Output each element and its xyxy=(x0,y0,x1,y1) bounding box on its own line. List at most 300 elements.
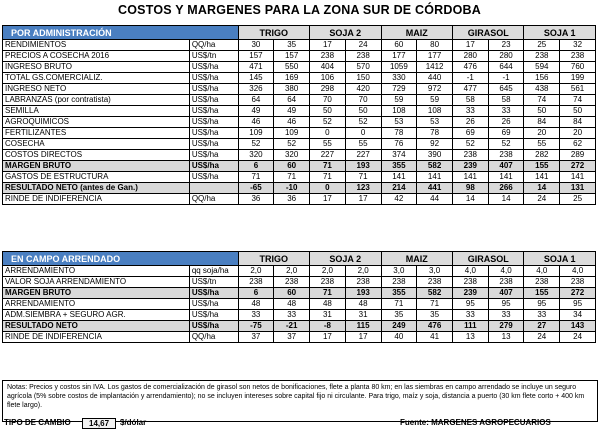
table-cell: 645 xyxy=(488,84,524,95)
table-header-row xyxy=(3,252,596,266)
table-cell: 238 xyxy=(560,277,596,288)
table-cell: 71 xyxy=(238,172,274,183)
table-cell: 239 xyxy=(452,288,488,299)
table-cell: 141 xyxy=(560,172,596,183)
table-cell: 177 xyxy=(417,51,453,62)
table-cell: 407 xyxy=(488,288,524,299)
row-unit: US$/ha xyxy=(189,73,238,84)
table-cell: 594 xyxy=(524,62,560,73)
table-cell: 320 xyxy=(238,150,274,161)
row-unit: US$/ha xyxy=(189,117,238,128)
table-cell: 239 xyxy=(452,161,488,172)
table-cell: 108 xyxy=(417,106,453,117)
table-cell: 25 xyxy=(560,194,596,205)
table-cell: 441 xyxy=(417,183,453,194)
table-cell: 71 xyxy=(345,172,381,183)
table-cell: -1 xyxy=(488,73,524,84)
table-cell: 390 xyxy=(417,150,453,161)
table-cell: 70 xyxy=(345,95,381,106)
table-cell: -75 xyxy=(238,321,274,332)
table-cell: 76 xyxy=(381,139,417,150)
table-row xyxy=(3,95,596,106)
table-row xyxy=(3,117,596,128)
table-cell: 249 xyxy=(381,321,417,332)
table-cell: 289 xyxy=(560,150,596,161)
table-cell: 4,0 xyxy=(452,266,488,277)
crop-header: TRIGO xyxy=(238,26,309,40)
table-cell: 13 xyxy=(452,332,488,343)
row-label: TOTAL GS.COMERCIALIZ. xyxy=(3,73,190,84)
crop-header: MAIZ xyxy=(381,26,452,40)
table-cell: 760 xyxy=(560,62,596,73)
table-header-row xyxy=(3,26,596,40)
table-cell: 1059 xyxy=(381,62,417,73)
table-cell: 13 xyxy=(488,332,524,343)
table-cell: 6 xyxy=(238,288,274,299)
table-cell: 238 xyxy=(452,277,488,288)
table-row xyxy=(3,73,596,84)
table-cell: 53 xyxy=(417,117,453,128)
table-cell: 972 xyxy=(417,84,453,95)
table-cell: 106 xyxy=(310,73,346,84)
row-label: COSTOS DIRECTOS xyxy=(3,150,190,161)
table-cell: 141 xyxy=(488,172,524,183)
table-cell: 238 xyxy=(524,51,560,62)
table-cell: 326 xyxy=(238,84,274,95)
table-cell: 4,0 xyxy=(524,266,560,277)
table-cell: 60 xyxy=(381,40,417,51)
table-cell: 33 xyxy=(488,310,524,321)
table-cell: 71 xyxy=(310,288,346,299)
crop-header: SOJA 1 xyxy=(524,252,596,266)
crop-header: SOJA 2 xyxy=(310,26,381,40)
table-cell: 272 xyxy=(560,288,596,299)
table-cell: -1 xyxy=(452,73,488,84)
table-cell: 115 xyxy=(345,321,381,332)
table-cell: 280 xyxy=(488,51,524,62)
table-cell: 52 xyxy=(238,139,274,150)
table-cell: 476 xyxy=(417,321,453,332)
table-cell: 111 xyxy=(452,321,488,332)
table-cell: 561 xyxy=(560,84,596,95)
table-cell: 27 xyxy=(524,321,560,332)
table-cell: 214 xyxy=(381,183,417,194)
table-cell: 26 xyxy=(452,117,488,128)
table-cell: 36 xyxy=(274,194,310,205)
table-cell: 24 xyxy=(524,332,560,343)
table-cell: 238 xyxy=(488,150,524,161)
table-cell: 193 xyxy=(345,288,381,299)
table-row xyxy=(3,194,596,205)
table-cell: 145 xyxy=(238,73,274,84)
table-cell: 78 xyxy=(417,128,453,139)
table-cell: 71 xyxy=(417,299,453,310)
row-label: MARGEN BRUTO xyxy=(3,161,190,172)
table-cell: 70 xyxy=(310,95,346,106)
row-unit: US$/tn xyxy=(189,277,238,288)
table-cell: 14 xyxy=(452,194,488,205)
table-cell: 32 xyxy=(560,40,596,51)
row-label: RINDE DE INDIFERENCIA xyxy=(3,332,190,343)
section-title: POR ADMINISTRACIÓN xyxy=(3,26,239,40)
table-cell: 280 xyxy=(452,51,488,62)
table-cell: 64 xyxy=(238,95,274,106)
table-cell: 238 xyxy=(488,277,524,288)
row-label: RINDE DE INDIFERENCIA xyxy=(3,194,190,205)
row-unit: US$/ha xyxy=(189,128,238,139)
table-cell: 95 xyxy=(524,299,560,310)
table-cell: 44 xyxy=(417,194,453,205)
row-label: FERTILIZANTES xyxy=(3,128,190,139)
row-label: LABRANZAS (por contratista) xyxy=(3,95,190,106)
table-cell: 272 xyxy=(560,161,596,172)
row-unit: QQ/ha xyxy=(189,194,238,205)
table-cell: 42 xyxy=(381,194,417,205)
table-cell: 31 xyxy=(345,310,381,321)
table-cell: 58 xyxy=(488,95,524,106)
table-cell: 36 xyxy=(238,194,274,205)
table-cell: 238 xyxy=(310,277,346,288)
crop-header: TRIGO xyxy=(238,252,309,266)
table-row xyxy=(3,139,596,150)
table-cell: 193 xyxy=(345,161,381,172)
table-cell: 582 xyxy=(417,161,453,172)
notes-box: Notas: Precios y costos sin IVA. Los gastos de comercialización de girasol son netos de bonificaciones, flete a planta 80 km; en las siembras en campo arrendado se incluye un seguro agrícola (5% sobre costos de implantación y arrendamiento); no se incluyen intereses sobre capital fijo ni circulante. Para trigo, maíz y soja, distancia a puerto (30 km flete corto + 400 km flete largo). xyxy=(2,380,598,422)
table-cell: 20 xyxy=(560,128,596,139)
table-cell: 50 xyxy=(310,106,346,117)
table-cell: 48 xyxy=(238,299,274,310)
table-cell: 33 xyxy=(452,106,488,117)
table-cell: 35 xyxy=(417,310,453,321)
row-label: ARRENDAMIENTO xyxy=(3,299,190,310)
exchange-rate-label: TIPO DE CAMBIO xyxy=(4,418,71,427)
table-cell: 58 xyxy=(452,95,488,106)
table-cell: 24 xyxy=(345,40,381,51)
table-cell: 355 xyxy=(381,288,417,299)
crop-header: GIRASOL xyxy=(452,26,523,40)
table-cell: 95 xyxy=(488,299,524,310)
table-cell: 55 xyxy=(310,139,346,150)
table-cell: 17 xyxy=(310,194,346,205)
table-cell: 64 xyxy=(274,95,310,106)
table-row xyxy=(3,84,596,95)
table-row xyxy=(3,150,596,161)
table-cell: 52 xyxy=(488,139,524,150)
table-cell: 109 xyxy=(238,128,274,139)
table-cell: 60 xyxy=(274,288,310,299)
table-cell: 24 xyxy=(560,332,596,343)
table-row xyxy=(3,321,596,332)
table-cell: 14 xyxy=(488,194,524,205)
section-title: EN CAMPO ARRENDADO xyxy=(3,252,239,266)
row-label: GASTOS DE ESTRUCTURA xyxy=(3,172,190,183)
table-cell: 282 xyxy=(524,150,560,161)
table-cell: 55 xyxy=(524,139,560,150)
row-label: COSECHA xyxy=(3,139,190,150)
table-cell: 71 xyxy=(310,161,346,172)
table-cell: 50 xyxy=(524,106,560,117)
table-cell: 476 xyxy=(452,62,488,73)
table-cell: 2,0 xyxy=(274,266,310,277)
row-label: RENDIMIENTOS xyxy=(3,40,190,51)
table-cell: 108 xyxy=(381,106,417,117)
table-cell: 95 xyxy=(452,299,488,310)
crop-header: GIRASOL xyxy=(452,252,523,266)
table-cell: 169 xyxy=(274,73,310,84)
table-cell: 78 xyxy=(381,128,417,139)
table-cell: 238 xyxy=(345,277,381,288)
table-cell: 374 xyxy=(381,150,417,161)
table-cell: 2,0 xyxy=(238,266,274,277)
table-cell: 238 xyxy=(381,277,417,288)
table-cell: 33 xyxy=(274,310,310,321)
table-cell: 177 xyxy=(381,51,417,62)
table-cell: 34 xyxy=(560,310,596,321)
table-cell: 52 xyxy=(310,117,346,128)
table-cell: 155 xyxy=(524,288,560,299)
page-title: COSTOS Y MARGENES PARA LA ZONA SUR DE CÓRDOBA xyxy=(118,3,481,17)
row-unit xyxy=(189,183,238,194)
table-cell: 0 xyxy=(345,128,381,139)
table-cell: 49 xyxy=(274,106,310,117)
row-label: VALOR SOJA ARRENDAMIENTO xyxy=(3,277,190,288)
table-cell: 6 xyxy=(238,161,274,172)
exchange-rate-unit: $/dólar xyxy=(120,418,147,427)
table-cell: 141 xyxy=(524,172,560,183)
table-cell: 30 xyxy=(238,40,274,51)
row-unit: US$/ha xyxy=(189,172,238,183)
table-cell: 17 xyxy=(310,40,346,51)
crop-header: SOJA 2 xyxy=(310,252,381,266)
table-cell: 227 xyxy=(345,150,381,161)
table-cell: 49 xyxy=(238,106,274,117)
table-cell: 2,0 xyxy=(345,266,381,277)
table-cell: 238 xyxy=(524,277,560,288)
table-cell: 141 xyxy=(417,172,453,183)
table-cell: 238 xyxy=(452,150,488,161)
table-cell: 23 xyxy=(488,40,524,51)
table-cell: 33 xyxy=(238,310,274,321)
table-cell: 60 xyxy=(274,161,310,172)
table-cell: 74 xyxy=(524,95,560,106)
table-cell: 92 xyxy=(417,139,453,150)
table-cell: 59 xyxy=(417,95,453,106)
table-cell: 17 xyxy=(345,194,381,205)
table-cell: 320 xyxy=(274,150,310,161)
table-cell: 84 xyxy=(560,117,596,128)
table-cell: 50 xyxy=(560,106,596,117)
table-cell: 238 xyxy=(274,277,310,288)
table-cell: 31 xyxy=(310,310,346,321)
row-label: INGRESO NETO xyxy=(3,84,190,95)
row-label: RESULTADO NETO xyxy=(3,321,190,332)
table-cell: 53 xyxy=(381,117,417,128)
crop-header: SOJA 1 xyxy=(524,26,596,40)
table-cell: 157 xyxy=(274,51,310,62)
footer xyxy=(2,418,596,428)
table-cell: 80 xyxy=(417,40,453,51)
table-cell: 41 xyxy=(417,332,453,343)
table-row xyxy=(3,128,596,139)
table-cell: 141 xyxy=(381,172,417,183)
row-label: ARRENDAMIENTO xyxy=(3,266,190,277)
table-cell: 123 xyxy=(345,183,381,194)
row-unit: US$/ha xyxy=(189,106,238,117)
table-cell: 3,0 xyxy=(381,266,417,277)
row-label: MARGEN BRUTO xyxy=(3,288,190,299)
row-unit: US$/ha xyxy=(189,139,238,150)
row-unit: US$/ha xyxy=(189,288,238,299)
table-row xyxy=(3,299,596,310)
row-unit: US$/ha xyxy=(189,150,238,161)
row-unit: US$/ha xyxy=(189,310,238,321)
table-cell: 48 xyxy=(345,299,381,310)
table-cell: 71 xyxy=(310,172,346,183)
row-unit: qq soja/ha xyxy=(189,266,238,277)
row-unit: US$/ha xyxy=(189,84,238,95)
row-label: AGROQUIMICOS xyxy=(3,117,190,128)
table-cell: 729 xyxy=(381,84,417,95)
table-row xyxy=(3,161,596,172)
table-cell: 98 xyxy=(452,183,488,194)
row-unit: US$/ha xyxy=(189,299,238,310)
table-cell: 50 xyxy=(345,106,381,117)
table-cell: 570 xyxy=(345,62,381,73)
table-row xyxy=(3,106,596,117)
table-cell: 238 xyxy=(310,51,346,62)
table-cell: 48 xyxy=(274,299,310,310)
table-row xyxy=(3,183,596,194)
table-cell: 40 xyxy=(381,332,417,343)
table-cell: 4,0 xyxy=(560,266,596,277)
table-cell: 25 xyxy=(524,40,560,51)
table-row xyxy=(3,40,596,51)
table-cell: 471 xyxy=(238,62,274,73)
table-cell: 156 xyxy=(524,73,560,84)
table-row xyxy=(3,332,596,343)
table-cell: 52 xyxy=(345,117,381,128)
table-cell: 155 xyxy=(524,161,560,172)
table-cell: 37 xyxy=(274,332,310,343)
table-cell: 35 xyxy=(274,40,310,51)
table-cell: 420 xyxy=(345,84,381,95)
table-cell: 62 xyxy=(560,139,596,150)
table-cell: 17 xyxy=(310,332,346,343)
row-unit: US$/ha xyxy=(189,161,238,172)
table-cell: 2,0 xyxy=(310,266,346,277)
table-cell: 109 xyxy=(274,128,310,139)
row-unit: US$/ha xyxy=(189,95,238,106)
table-cell: -8 xyxy=(310,321,346,332)
table-cell: 355 xyxy=(381,161,417,172)
table-cell: 26 xyxy=(488,117,524,128)
table-cell: 59 xyxy=(381,95,417,106)
table-cell: 582 xyxy=(417,288,453,299)
table-cell: 238 xyxy=(560,51,596,62)
table-cell: 380 xyxy=(274,84,310,95)
row-label: RESULTADO NETO (antes de Gan.) xyxy=(3,183,190,194)
table-row xyxy=(3,266,596,277)
table-cell: 438 xyxy=(524,84,560,95)
table-cell: 141 xyxy=(452,172,488,183)
leased-costs-table xyxy=(2,251,596,343)
table-cell: 238 xyxy=(345,51,381,62)
table-cell: 131 xyxy=(560,183,596,194)
row-label: INGRESO BRUTO xyxy=(3,62,190,73)
table-cell: 17 xyxy=(452,40,488,51)
row-unit: QQ/ha xyxy=(189,40,238,51)
table-row xyxy=(3,288,596,299)
table-cell: 227 xyxy=(310,150,346,161)
table-cell: 238 xyxy=(238,277,274,288)
table-cell: 37 xyxy=(238,332,274,343)
table-cell: 199 xyxy=(560,73,596,84)
crop-header: MAIZ xyxy=(381,252,452,266)
table-cell: 477 xyxy=(452,84,488,95)
table-cell: 157 xyxy=(238,51,274,62)
table-cell: 3,0 xyxy=(417,266,453,277)
table-cell: 266 xyxy=(488,183,524,194)
table-row xyxy=(3,277,596,288)
table-cell: 71 xyxy=(274,172,310,183)
table-cell: 74 xyxy=(560,95,596,106)
table-row xyxy=(3,62,596,73)
table-cell: 46 xyxy=(238,117,274,128)
table-cell: 20 xyxy=(524,128,560,139)
table-cell: 95 xyxy=(560,299,596,310)
table-cell: 33 xyxy=(524,310,560,321)
row-label: PRECIOS A COSECHA 2016 xyxy=(3,51,190,62)
table-cell: 48 xyxy=(310,299,346,310)
table-cell: 55 xyxy=(345,139,381,150)
table-cell: 550 xyxy=(274,62,310,73)
table-cell: 33 xyxy=(488,106,524,117)
admin-costs-table xyxy=(2,25,596,205)
table-cell: 238 xyxy=(417,277,453,288)
table-cell: 279 xyxy=(488,321,524,332)
row-unit: US$/ha xyxy=(189,321,238,332)
table-cell: 33 xyxy=(452,310,488,321)
row-unit: QQ/ha xyxy=(189,332,238,343)
table-cell: 404 xyxy=(310,62,346,73)
table-cell: -21 xyxy=(274,321,310,332)
table-cell: 52 xyxy=(452,139,488,150)
table-cell: 17 xyxy=(345,332,381,343)
table-cell: 4,0 xyxy=(488,266,524,277)
row-label: ADM.SIEMBRA + SEGURO AGR. xyxy=(3,310,190,321)
table-cell: 143 xyxy=(560,321,596,332)
table-cell: 1412 xyxy=(417,62,453,73)
table-cell: 14 xyxy=(524,183,560,194)
table-cell: 69 xyxy=(488,128,524,139)
table-cell: 0 xyxy=(310,183,346,194)
table-row xyxy=(3,172,596,183)
table-cell: 69 xyxy=(452,128,488,139)
table-cell: 35 xyxy=(381,310,417,321)
table-cell: 298 xyxy=(310,84,346,95)
source-note: Fuente: MARGENES AGROPECUARIOS xyxy=(400,418,551,427)
table-cell: 0 xyxy=(310,128,346,139)
table-cell: 52 xyxy=(274,139,310,150)
table-cell: 644 xyxy=(488,62,524,73)
table-cell: 150 xyxy=(345,73,381,84)
table-cell: 330 xyxy=(381,73,417,84)
table-cell: -65 xyxy=(238,183,274,194)
table-cell: 440 xyxy=(417,73,453,84)
table-cell: 71 xyxy=(381,299,417,310)
row-label: SEMILLA xyxy=(3,106,190,117)
table-cell: 46 xyxy=(274,117,310,128)
